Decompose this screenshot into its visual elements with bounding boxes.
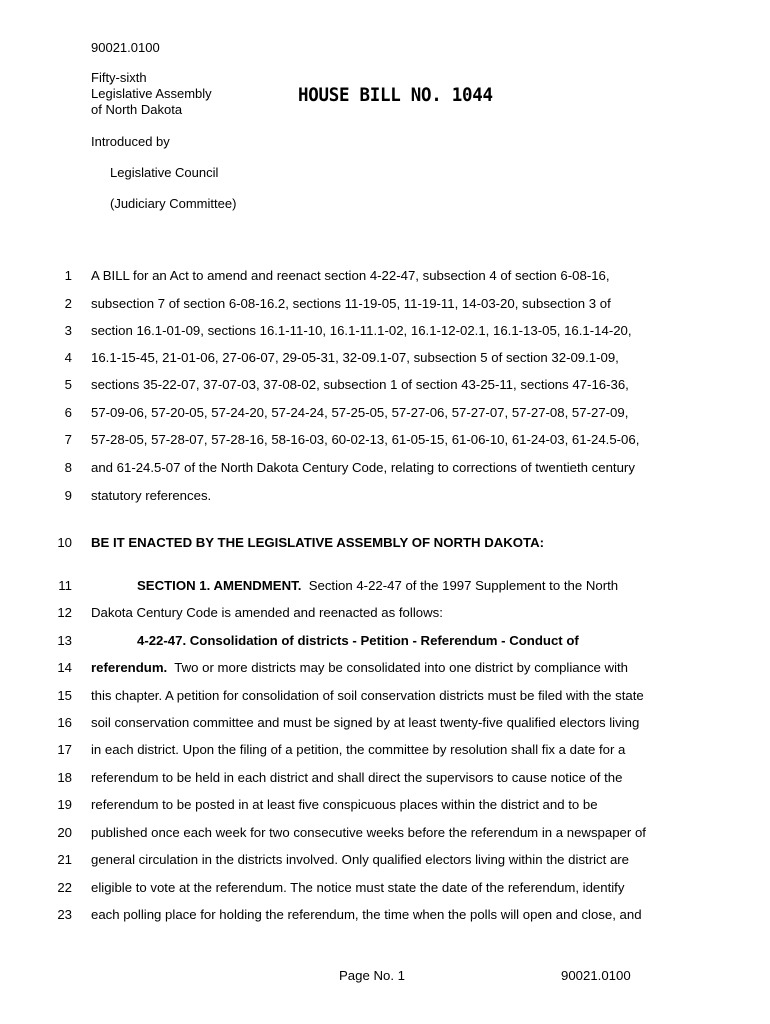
line-number: 5 xyxy=(64,377,72,392)
introduced-by: Introduced by xyxy=(91,134,170,149)
bill-title: HOUSE BILL NO. 1044 xyxy=(298,84,493,106)
line-number: 15 xyxy=(57,688,72,703)
line-text-rest: Section 4-22-47 of the 1997 Supplement to the North xyxy=(301,578,619,593)
assembly-line-1: Fifty-sixth xyxy=(91,70,147,85)
line-text xyxy=(91,660,628,675)
line-number: 13 xyxy=(57,633,72,648)
enacting-clause: BE IT ENACTED BY THE LEGISLATIVE ASSEMBLY OF NORTH DAKOTA: xyxy=(91,535,545,550)
line-text: subsection 7 of section 6-08-16.2, sections 11-19-05, 11-19-11, 14-03-20, subsection 3 of xyxy=(91,296,611,311)
line-bold-heading: referendum. xyxy=(91,660,168,675)
line-text: general circulation in the districts involved. Only qualified electors living within the district are xyxy=(91,852,630,867)
line-text xyxy=(91,535,544,550)
line-text: sections 35-22-07, 37-07-03, 37-08-02, subsection 1 of section 43-25-11, sections 47-16-36, xyxy=(91,377,629,392)
line-bold-heading: SECTION 1. AMENDMENT. xyxy=(137,578,302,593)
line-text: referendum to be held in each district and shall direct the supervisors to cause notice of the xyxy=(91,770,623,785)
line-text xyxy=(91,633,579,648)
line-number: 23 xyxy=(57,907,72,922)
line-number: 14 xyxy=(57,660,72,675)
line-text: this chapter. A petition for consolidation of soil conservation districts must be filed with the state xyxy=(91,688,644,703)
line-number: 20 xyxy=(57,825,72,840)
line-text: referendum to be posted in at least five conspicuous places within the district and to be xyxy=(91,797,598,812)
line-number: 21 xyxy=(57,852,72,867)
line-number: 22 xyxy=(57,880,72,895)
line-text: published once each week for two consecutive weeks before the referendum in a newspaper of xyxy=(91,825,646,840)
line-number: 19 xyxy=(57,797,72,812)
line-number: 12 xyxy=(57,605,72,620)
line-text: soil conservation committee and must be signed by at least twenty-five qualified electors living xyxy=(91,715,640,730)
line-number: 8 xyxy=(64,460,72,475)
line-number: 18 xyxy=(57,770,72,785)
line-text: 16.1-15-45, 21-01-06, 27-06-07, 29-05-31, 32-09.1-07, subsection 5 of section 32-09.1-09, xyxy=(91,350,619,365)
line-text: Dakota Century Code is amended and reenacted as follows: xyxy=(91,605,443,620)
line-text: A BILL for an Act to amend and reenact section 4-22-47, subsection 4 of section 6-08-16, xyxy=(91,268,610,283)
line-number: 10 xyxy=(57,535,72,550)
line-bold-heading: 4-22-47. Consolidation of districts - Petition - Referendum - Conduct of xyxy=(137,633,579,648)
line-number: 1 xyxy=(64,268,72,283)
assembly-line-3: of North Dakota xyxy=(91,102,183,117)
line-text: 57-09-06, 57-20-05, 57-24-20, 57-24-24, 57-25-05, 57-27-06, 57-27-07, 57-27-08, 57-27-09, xyxy=(91,405,629,420)
assembly-line-2: Legislative Assembly xyxy=(91,86,212,101)
line-number: 4 xyxy=(64,350,72,365)
line-text xyxy=(91,578,618,593)
line-text: statutory references. xyxy=(91,488,212,503)
line-text: in each district. Upon the filing of a petition, the committee by resolution shall fix a date for a xyxy=(91,742,626,757)
line-number: 7 xyxy=(64,432,72,447)
sponsor-2: (Judiciary Committee) xyxy=(110,196,237,211)
line-text-rest: Two or more districts may be consolidated into one district by compliance with xyxy=(167,660,629,675)
line-number: 2 xyxy=(64,296,72,311)
line-number: 17 xyxy=(57,742,72,757)
line-text: eligible to vote at the referendum. The notice must state the date of the referendum, identify xyxy=(91,880,625,895)
sponsor-1: Legislative Council xyxy=(110,165,219,180)
line-number: 6 xyxy=(64,405,72,420)
line-number: 3 xyxy=(64,323,72,338)
page-number: Page No. 1 xyxy=(339,968,405,983)
footer-bill-id: 90021.0100 xyxy=(561,968,631,983)
bill-id: 90021.0100 xyxy=(91,40,160,55)
line-number: 11 xyxy=(58,578,72,593)
line-text: each polling place for holding the referendum, the time when the polls will open and close, and xyxy=(91,907,642,922)
line-number: 16 xyxy=(57,715,72,730)
line-text: section 16.1-01-09, sections 16.1-11-10, 16.1-11.1-02, 16.1-12-02.1, 16.1-13-05, 16.1-14-20, xyxy=(91,323,632,338)
line-text: and 61-24.5-07 of the North Dakota Century Code, relating to corrections of twentieth century xyxy=(91,460,635,475)
line-text: 57-28-05, 57-28-07, 57-28-16, 58-16-03, 60-02-13, 61-05-15, 61-06-10, 61-24-03, 61-24.5-06, xyxy=(91,432,640,447)
line-number: 9 xyxy=(64,488,72,503)
